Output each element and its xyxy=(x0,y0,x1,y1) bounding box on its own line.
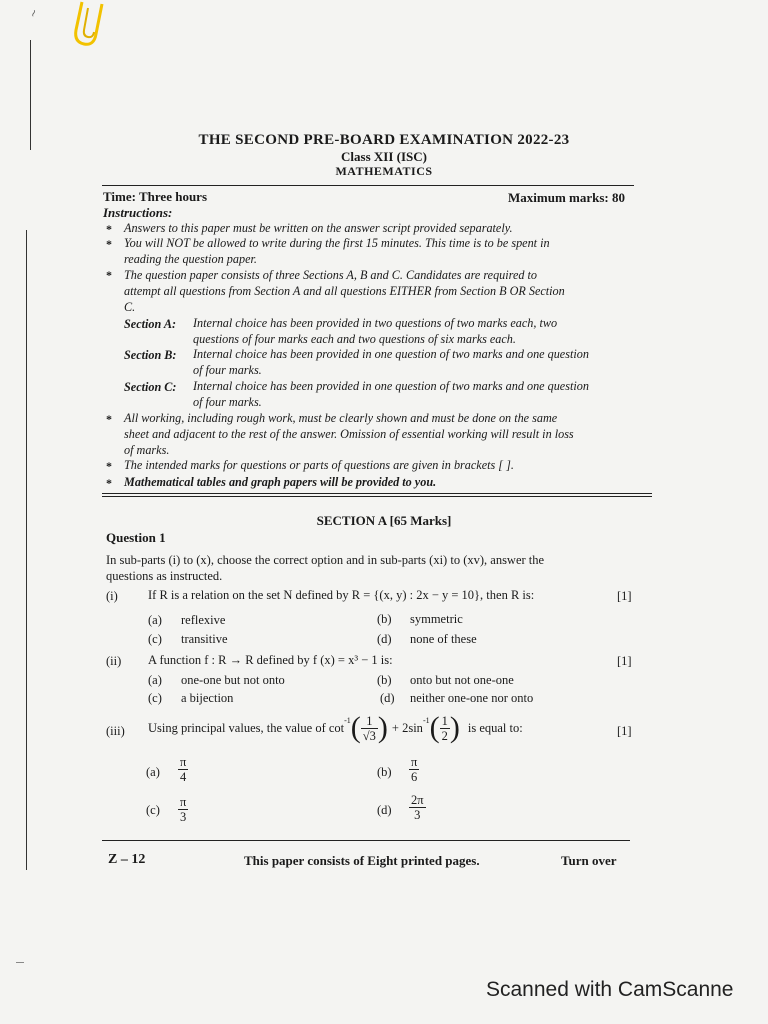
instruction-5: The intended marks for questions or parts of questions are given in brackets [ ]. xyxy=(124,458,514,472)
option-key: (c) xyxy=(148,632,162,646)
option-fraction xyxy=(178,795,188,824)
instruction-2: You will NOT be allowed to write during the first 15 minutes. This time is to be spent in xyxy=(124,236,550,250)
option-num: π xyxy=(180,755,187,769)
instruction-4-end: of marks. xyxy=(124,443,170,457)
option-den: 6 xyxy=(411,770,418,784)
question-1-intro xyxy=(106,552,606,584)
option-fraction xyxy=(178,755,188,784)
option-fraction xyxy=(409,755,419,784)
scan-dash xyxy=(16,962,24,963)
instruction-2-cont: reading the question paper. xyxy=(124,252,257,266)
section-b-label: Section B: xyxy=(124,348,177,362)
section-c-label: Section C: xyxy=(124,380,177,394)
option-num: π xyxy=(411,755,418,769)
option-fraction xyxy=(409,793,426,822)
instructions-heading: Instructions: xyxy=(103,205,173,220)
instructions-rule-1 xyxy=(102,493,652,494)
option-key: (c) xyxy=(148,691,162,705)
option-den: 3 xyxy=(414,808,421,822)
turn-over: Turn over xyxy=(561,853,617,868)
question-marks: [1] xyxy=(617,654,632,668)
fraction-2-num: 1 xyxy=(441,713,448,728)
intro-line-1: In sub-parts (i) to (x), choose the correct option and in sub-parts (xi) to (xv), answer the xyxy=(106,553,545,567)
option-value: neither one-one nor onto xyxy=(410,691,534,705)
exam-title: THE SECOND PRE-BOARD EXAMINATION 2022-23 xyxy=(198,132,570,148)
camscanner-watermark: Scanned with CamScanne xyxy=(486,978,734,1001)
section-a-label: Section A: xyxy=(124,317,177,331)
option-den: 3 xyxy=(180,810,187,824)
fraction-1-num: 1 xyxy=(361,714,378,729)
fraction-2 xyxy=(440,714,450,743)
paperclip-icon xyxy=(62,0,112,55)
time-allowed: Time: Three hours xyxy=(103,189,208,204)
question-text: A function f : R → R defined by f (x) = x³ − 1 is: xyxy=(148,653,393,667)
page-count-note: This paper consists of Eight printed pages. xyxy=(244,853,480,868)
option-key: (b) xyxy=(377,765,392,779)
scribble-mark: ~ xyxy=(27,7,41,20)
option-value: none of these xyxy=(410,632,477,646)
bullet-5: * xyxy=(106,459,112,473)
option-key: (a) xyxy=(148,673,162,687)
option-value: reflexive xyxy=(181,613,226,627)
option-key: (b) xyxy=(377,673,392,687)
question-marks: [1] xyxy=(617,724,632,738)
bullet-6: * xyxy=(106,476,112,490)
expr-mid: + 2sin xyxy=(391,720,423,735)
bullet-1: * xyxy=(106,222,112,236)
option-value: transitive xyxy=(181,632,228,646)
option-value: symmetric xyxy=(410,612,463,626)
instructions-rule-2 xyxy=(102,496,652,497)
option-key: (d) xyxy=(380,691,395,705)
instruction-4: All working, including rough work, must be clearly shown and must be done on the same xyxy=(124,411,558,425)
bullet-4: * xyxy=(106,412,112,426)
fraction-2-den: 2 xyxy=(441,728,448,743)
paren-open: ( xyxy=(350,711,361,744)
paren-close: ) xyxy=(449,711,460,744)
instruction-3: The question paper consists of three Sections A, B and C. Candidates are required to xyxy=(124,268,537,282)
maximum-marks: Maximum marks: 80 xyxy=(508,190,625,205)
option-key: (c) xyxy=(146,803,160,817)
option-key: (a) xyxy=(146,765,160,779)
expr-sup-2: -1 xyxy=(422,716,430,725)
instruction-3-end: C. xyxy=(124,300,136,314)
option-num: π xyxy=(180,795,187,809)
expr-sup-1: -1 xyxy=(344,716,351,725)
section-a-line2: questions of four marks each and two questions of six marks each. xyxy=(193,332,516,346)
question-text: If R is a relation on the set N defined by R = {(x, y) : 2x − y = 10}, then R is: xyxy=(148,588,535,602)
fraction-1 xyxy=(361,714,378,743)
instruction-3-cont: attempt all questions from Section A and all questions EITHER from Section B OR Section xyxy=(124,284,565,298)
option-key: (d) xyxy=(377,803,392,817)
option-value: a bijection xyxy=(181,691,234,705)
intro-line-2: questions as instructed. xyxy=(106,569,223,583)
section-b-line1: Internal choice has been provided in one question of two marks and one question xyxy=(193,347,589,361)
section-c-line1: Internal choice has been provided in one question of two marks and one question xyxy=(193,379,589,393)
paren-close: ) xyxy=(377,711,388,744)
option-den: 4 xyxy=(180,770,187,784)
instruction-4-cont: sheet and adjacent to the rest of the answer. Omission of essential working will result in loss xyxy=(124,427,574,441)
option-value: one-one but not onto xyxy=(181,673,285,687)
question-number: (ii) xyxy=(106,654,122,668)
question-marks: [1] xyxy=(617,589,632,603)
option-value: onto but not one-one xyxy=(410,673,514,687)
option-num: 2π xyxy=(411,793,424,807)
section-a-title: SECTION A [65 Marks] xyxy=(316,513,452,528)
expr-pre: Using principal values, the value of cot xyxy=(148,720,345,735)
question-number: (iii) xyxy=(106,724,125,738)
header-rule xyxy=(102,185,634,186)
question-1-label: Question 1 xyxy=(106,530,166,545)
option-key: (b) xyxy=(377,612,392,626)
paren-open: ( xyxy=(429,711,440,744)
paper-code: Z – 12 xyxy=(108,852,146,867)
instruction-6: Mathematical tables and graph papers will be provided to you. xyxy=(124,475,437,489)
footer-rule xyxy=(102,840,630,841)
fraction-1-den: √3 xyxy=(362,728,376,743)
instruction-1: Answers to this paper must be written on the answer script provided separately. xyxy=(124,221,513,235)
question-text-expression xyxy=(148,708,523,748)
exam-class: Class XII (ISC) xyxy=(341,149,427,164)
bullet-3: * xyxy=(106,268,112,282)
option-key: (d) xyxy=(377,632,392,646)
exam-subject: MATHEMATICS xyxy=(335,164,433,178)
option-key: (a) xyxy=(148,613,162,627)
section-c-line2: of four marks. xyxy=(193,395,262,409)
question-number: (i) xyxy=(106,589,118,603)
section-b-line2: of four marks. xyxy=(193,363,262,377)
expr-post: is equal to: xyxy=(467,720,523,735)
scan-edge-line-lower xyxy=(26,230,27,870)
section-a-line1: Internal choice has been provided in two questions of two marks each, two xyxy=(193,316,558,330)
bullet-2: * xyxy=(106,237,112,251)
